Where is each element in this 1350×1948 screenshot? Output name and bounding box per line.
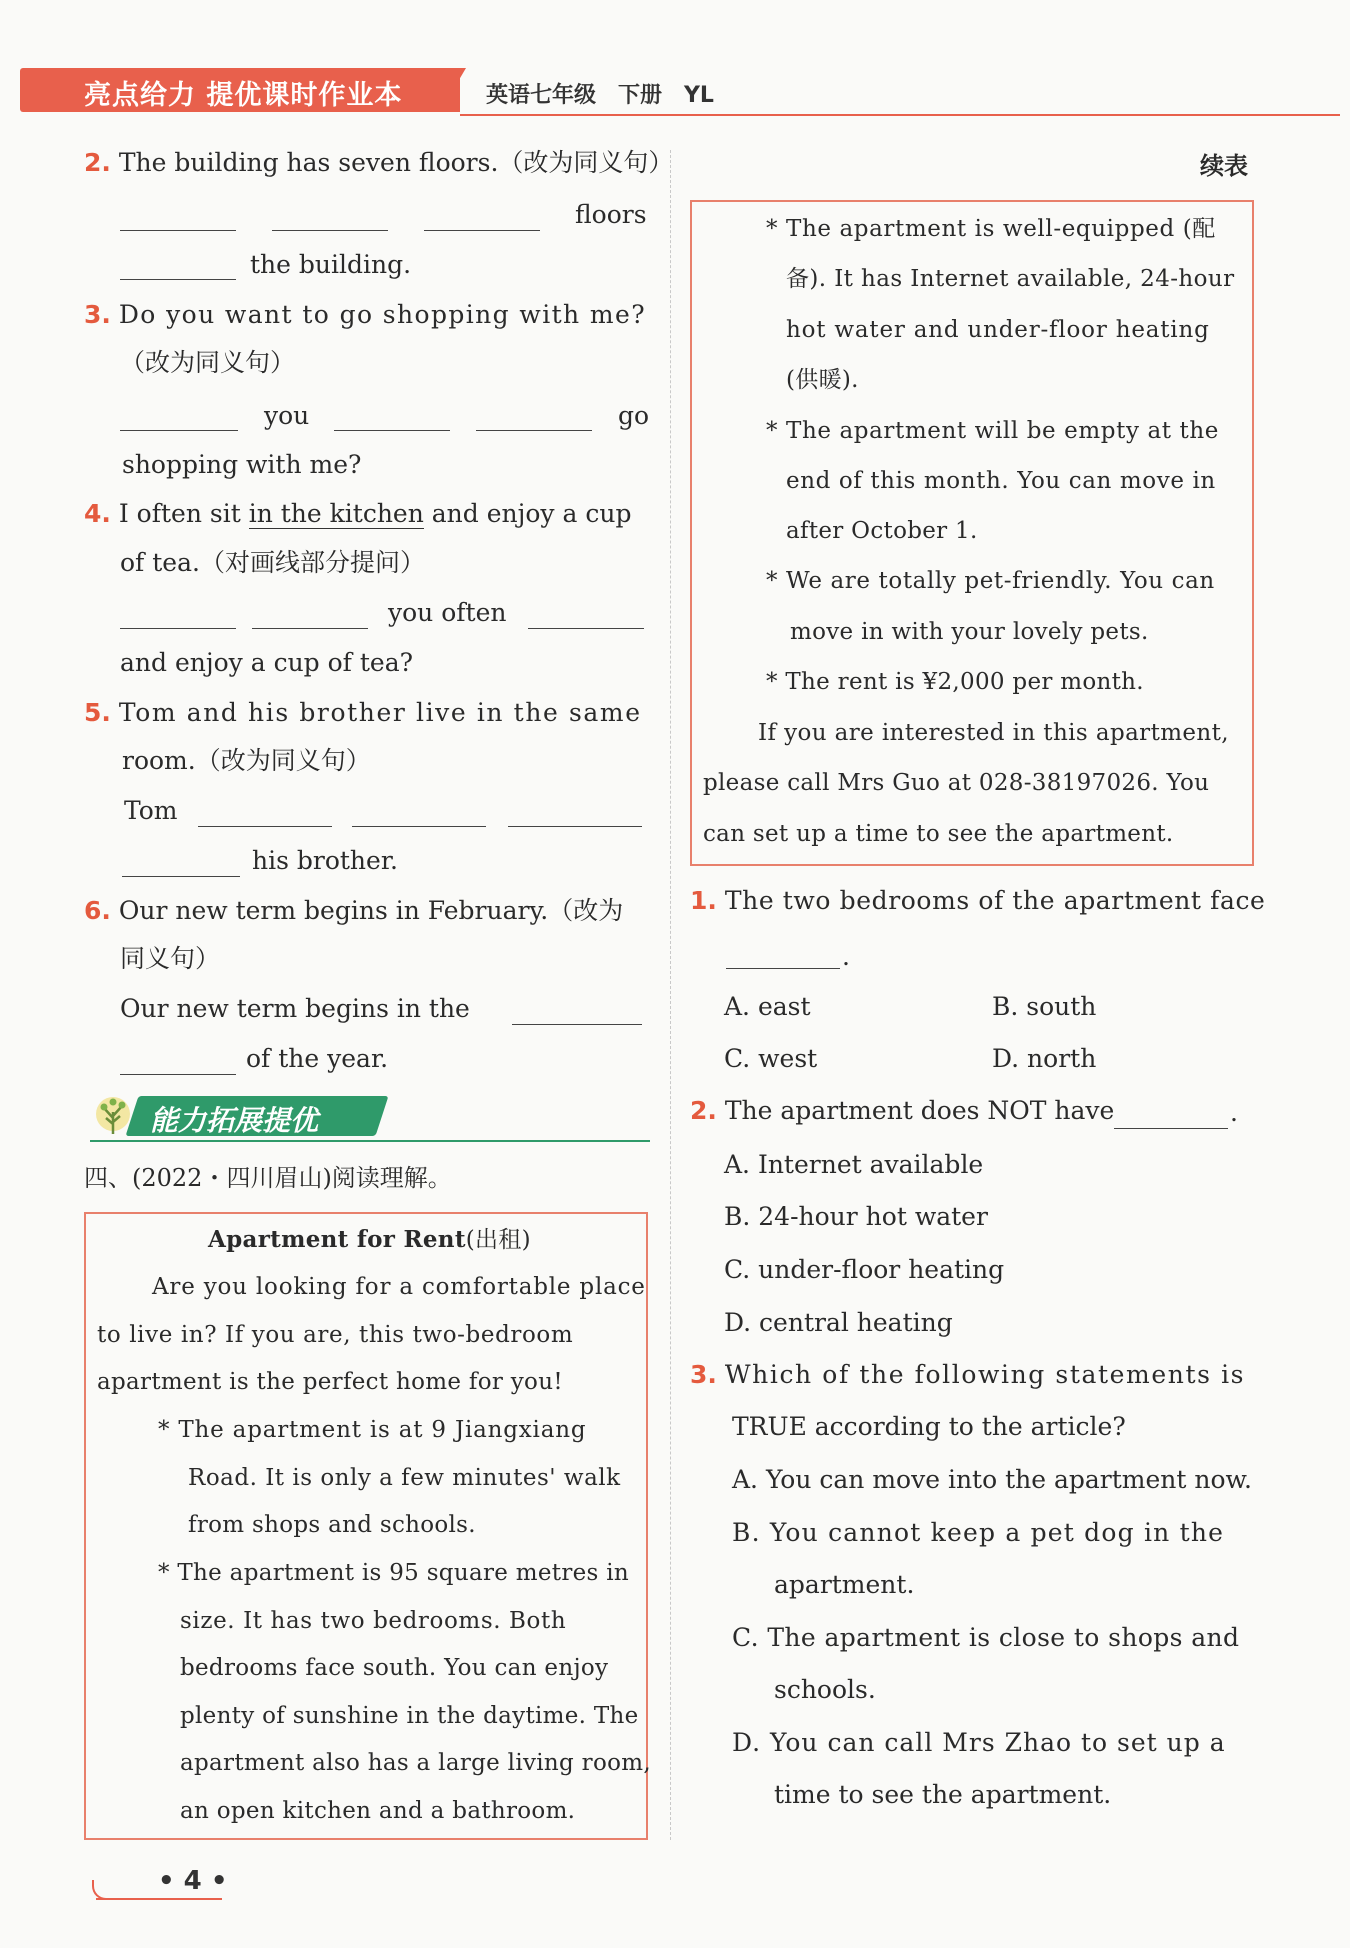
answer-blank[interactable]: [120, 430, 238, 431]
question-number: 2.: [690, 1096, 717, 1125]
answer-blank[interactable]: [352, 826, 486, 827]
passage-line: * The apartment will be empty at the: [766, 418, 1219, 444]
section-rule: [90, 1140, 650, 1142]
instruction: of tea.（对画线部分提问）: [120, 548, 425, 577]
question-text: Do you want to go shopping with me?: [118, 300, 646, 329]
option-a[interactable]: A. Internet available: [724, 1150, 984, 1179]
passage-line: plenty of sunshine in the daytime. The: [180, 1703, 639, 1729]
option-c[interactable]: C. west: [724, 1044, 818, 1073]
option-b[interactable]: B. 24-hour hot water: [724, 1202, 988, 1231]
passage-line: to live in? If you are, this two-bedroom: [97, 1322, 574, 1348]
passage-line: an open kitchen and a bathroom.: [180, 1798, 576, 1824]
passage-line: size. It has two bedrooms. Both: [180, 1608, 567, 1634]
question-text: shopping with me?: [122, 450, 362, 479]
option-d[interactable]: D. north: [992, 1044, 1097, 1073]
question-text: TRUE according to the article?: [732, 1412, 1126, 1441]
question-text: his brother.: [252, 846, 398, 875]
answer-blank[interactable]: [1114, 1128, 1228, 1129]
instruction: 同义句）: [120, 944, 221, 973]
passage-title-text: Apartment for Rent: [208, 1226, 466, 1253]
header-subject: 英语七年级 下册 YL: [486, 83, 714, 108]
underlined-phrase: in the kitchen: [248, 499, 424, 528]
passage-line: Are you looking for a comfortable place: [152, 1274, 646, 1300]
question-text: and enjoy a cup: [423, 499, 632, 528]
reading-question-2: [690, 1098, 1114, 1123]
question-number: 3.: [84, 300, 111, 329]
option-b[interactable]: B. south: [992, 992, 1097, 1021]
question-text: and enjoy a cup of tea?: [120, 648, 414, 677]
passage-line: * The apartment is well-equipped (配: [766, 216, 1216, 242]
question-text: The two bedrooms of the apartment face: [724, 886, 1266, 915]
answer-blank[interactable]: [726, 968, 840, 969]
passage-line: * The rent is ¥2,000 per month.: [766, 669, 1144, 695]
footer-ornament: [92, 1880, 120, 1900]
answer-blank[interactable]: [528, 628, 644, 629]
passage-line: * The apartment is 95 square metres in: [158, 1560, 630, 1586]
passage-line: apartment also has a large living room,: [180, 1750, 651, 1776]
question-4: [84, 501, 631, 526]
passage-title-cn: (出租): [465, 1227, 531, 1253]
question-3: [84, 302, 646, 327]
fill-word: go: [618, 401, 650, 430]
answer-blank[interactable]: [120, 628, 236, 629]
option-c[interactable]: C. under-floor heating: [724, 1255, 1005, 1284]
answer-blank[interactable]: [334, 430, 450, 431]
passage-line: move in with your lovely pets.: [790, 619, 1149, 645]
header-brand: 亮点给力 提优课时作业本: [84, 80, 403, 111]
passage-title: [208, 1228, 531, 1252]
section-title: 能力拓展提优: [150, 1104, 319, 1137]
option-a[interactable]: A. You can move into the apartment now.: [732, 1465, 1252, 1494]
question-period: .: [842, 942, 850, 971]
option-a[interactable]: A. east: [724, 992, 811, 1021]
passage-line: please call Mrs Guo at 028-38197026. You: [703, 770, 1210, 796]
passage-line: (供暖).: [786, 367, 859, 393]
question-2: [84, 150, 673, 175]
continued-label: 续表: [1200, 152, 1248, 180]
answer-blank[interactable]: [272, 230, 388, 231]
question-text: Our new term begins in the: [120, 994, 470, 1023]
passage-line: can set up a time to see the apartment.: [703, 821, 1174, 847]
answer-blank[interactable]: [122, 876, 240, 877]
question-number: 1.: [690, 886, 717, 915]
section-4-label: 四、(2022・四川眉山)阅读理解。: [84, 1164, 452, 1192]
answer-blank[interactable]: [198, 826, 332, 827]
passage-line: * We are totally pet-friendly. You can: [766, 568, 1215, 594]
passage-line: Road. It is only a few minutes' walk: [188, 1465, 621, 1491]
answer-blank[interactable]: [512, 1024, 642, 1025]
fill-word: the building.: [250, 250, 412, 279]
question-6: [84, 898, 623, 923]
header-rule: [460, 114, 1340, 116]
answer-blank[interactable]: [476, 430, 592, 431]
fill-word: you: [264, 401, 310, 430]
fill-word: floors: [575, 200, 647, 229]
option-c[interactable]: C. The apartment is close to shops and: [732, 1623, 1240, 1652]
question-text: The apartment does NOT have: [724, 1096, 1115, 1125]
answer-blank[interactable]: [120, 1074, 236, 1075]
answer-blank[interactable]: [424, 230, 540, 231]
instruction: （改为同义句）: [120, 348, 296, 377]
option-d[interactable]: D. central heating: [724, 1308, 953, 1337]
passage-line: end of this month. You can move in: [786, 468, 1216, 494]
question-text: Which of the following statements is: [724, 1360, 1246, 1389]
footer-rule: [96, 1898, 222, 1900]
question-number: 4.: [84, 499, 111, 528]
question-5: [84, 700, 642, 725]
fill-word: you often: [388, 598, 507, 627]
passage-line: * The apartment is at 9 Jiangxiang: [158, 1417, 587, 1443]
passage-line: from shops and schools.: [188, 1512, 476, 1538]
passage-line: hot water and under-floor heating: [786, 317, 1210, 343]
fill-word: Tom: [124, 796, 178, 825]
answer-blank[interactable]: [120, 230, 236, 231]
answer-blank[interactable]: [120, 279, 236, 280]
option-b[interactable]: B. You cannot keep a pet dog in the: [732, 1518, 1225, 1547]
passage-line: apartment is the perfect home for you!: [97, 1369, 563, 1395]
option-d-cont: time to see the apartment.: [774, 1780, 1112, 1809]
passage-line: 备). It has Internet available, 24-hour: [786, 266, 1235, 292]
option-b-cont: apartment.: [774, 1570, 915, 1599]
question-text: Our new term begins in February.（改为: [118, 896, 624, 925]
question-text: The building has seven floors.（改为同义句）: [118, 148, 674, 177]
page-number: • 4 •: [158, 1866, 228, 1896]
answer-blank[interactable]: [252, 628, 368, 629]
question-number: 3.: [690, 1360, 717, 1389]
question-number: 6.: [84, 896, 111, 925]
question-text: Tom and his brother live in the same: [118, 698, 642, 727]
reading-question-3: [690, 1362, 1245, 1387]
question-number: 2.: [84, 148, 111, 177]
column-divider: [670, 150, 671, 1840]
option-c-cont: schools.: [774, 1675, 876, 1704]
passage-line: bedrooms face south. You can enjoy: [180, 1655, 609, 1681]
header-band-tail: [440, 68, 466, 112]
question-number: 5.: [84, 698, 111, 727]
reading-question-1: [690, 888, 1265, 913]
question-text: I often sit: [118, 499, 249, 528]
passage-line: after October 1.: [786, 518, 978, 544]
instruction: room.（改为同义句）: [122, 746, 371, 775]
passage-line: If you are interested in this apartment,: [758, 720, 1230, 746]
option-d[interactable]: D. You can call Mrs Zhao to set up a: [732, 1728, 1226, 1757]
question-text: of the year.: [246, 1044, 389, 1073]
answer-blank[interactable]: [508, 826, 642, 827]
question-period: .: [1230, 1098, 1238, 1127]
